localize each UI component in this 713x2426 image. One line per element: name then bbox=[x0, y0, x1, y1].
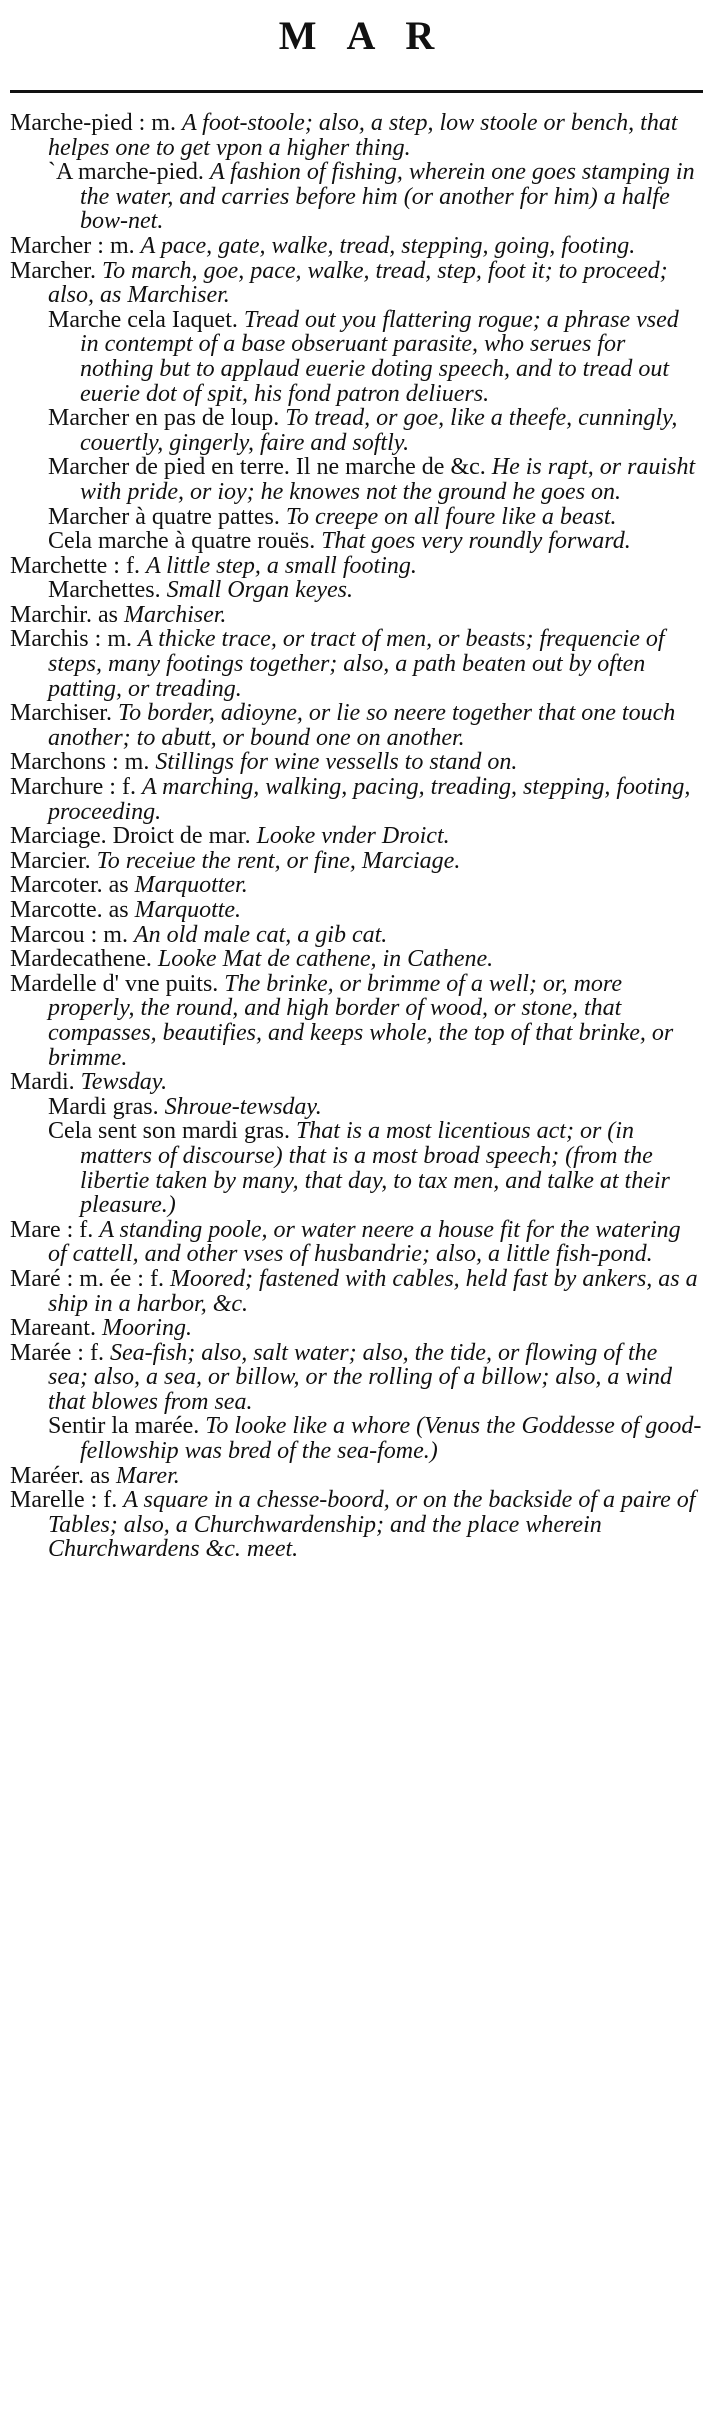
definition: That goes very roundly forward. bbox=[321, 528, 631, 555]
dictionary-entry bbox=[10, 627, 703, 701]
headword: Cela marche à quatre rouës. bbox=[48, 528, 316, 555]
sub-entry bbox=[10, 505, 703, 530]
dictionary-entry bbox=[10, 750, 703, 775]
sub-entry bbox=[10, 578, 703, 603]
sub-entry bbox=[10, 308, 703, 406]
dictionary-entry bbox=[10, 898, 703, 923]
headword: Marchette bbox=[10, 552, 108, 579]
dictionary-entry bbox=[10, 1218, 703, 1267]
definition: Looke vnder Droict. bbox=[256, 823, 450, 850]
definition: Marquotte. bbox=[134, 897, 242, 923]
grammar-note: : f. bbox=[109, 774, 136, 801]
headword: Cela sent son mardi gras. bbox=[48, 1118, 290, 1145]
definition: Stillings for wine vessells to stand on. bbox=[155, 749, 518, 776]
definition: To receiue the rent, or fine, Marciage. bbox=[96, 847, 461, 874]
dictionary-entry bbox=[10, 775, 703, 824]
headword: Marchettes. bbox=[48, 577, 161, 604]
dictionary-entry bbox=[10, 1488, 703, 1562]
dictionary-entry bbox=[10, 234, 703, 259]
page-title: MAR bbox=[278, 12, 465, 58]
headword: Mardi. bbox=[10, 1069, 75, 1096]
definition: Small Organ keyes. bbox=[166, 577, 354, 604]
definition: To march, goe, pace, walke, tread, step, foot it; to proceed; also, as Marchiser. bbox=[48, 257, 668, 309]
sub-entry bbox=[10, 529, 703, 554]
definition: A pace, gate, walke, tread, stepping, going, footing. bbox=[140, 232, 636, 259]
definition: To looke like a whore (Venus the Goddesse of good-fellowship was bred of the sea-fome.) bbox=[80, 1413, 702, 1465]
definition: A marching, walking, pacing, treading, stepping, footing, proceeding. bbox=[48, 774, 691, 825]
grammar-note: : m. ée : f. bbox=[66, 1265, 164, 1292]
headword: Sentir la marée. bbox=[48, 1413, 200, 1440]
headword: Marcher à quatre pattes. bbox=[48, 503, 280, 530]
definition: To border, adioyne, or lie so neere together that one touch another; to abutt, or bound one on another. bbox=[48, 700, 676, 751]
dictionary-entry bbox=[10, 824, 703, 849]
sub-entry bbox=[10, 455, 703, 504]
headword: Marée bbox=[10, 1339, 72, 1366]
headword: Marcher. bbox=[10, 257, 96, 284]
definition: The brinke, or brimme of a well; or, more properly, the round, and high border of wood, or stone, that compasses, beautifies, and keeps whole, the top of that brinke, or brimme. bbox=[48, 970, 674, 1071]
dictionary-entry bbox=[10, 111, 703, 160]
grammar-note: : f. bbox=[66, 1216, 94, 1243]
grammar-note: : f. bbox=[90, 1487, 118, 1514]
headword: Marchis bbox=[10, 626, 89, 653]
headword: Maréer. bbox=[10, 1462, 84, 1489]
definition: Mooring. bbox=[101, 1315, 192, 1342]
sub-entry bbox=[10, 406, 703, 455]
dictionary-entry bbox=[10, 554, 703, 579]
definition: A square in a chesse-boord, or on the backside of a paire of Tables; also, a Churchwardenship; and the place wherein Churchwardens &c. meet. bbox=[48, 1487, 696, 1563]
grammar-note: : m. bbox=[138, 110, 176, 136]
grammar-note: as bbox=[97, 601, 118, 628]
headword: Marchiser. bbox=[10, 700, 112, 727]
grammar-note: : m. bbox=[90, 921, 128, 948]
entry-list bbox=[10, 111, 703, 1562]
grammar-note: : f. bbox=[113, 552, 140, 579]
definition: Marchiser. bbox=[123, 601, 227, 628]
definition: A foot-stoole; also, a step, low stoole or bench, that helpes one to get vpon a higher thing. bbox=[48, 110, 678, 161]
headword: Marcoter. bbox=[10, 872, 103, 899]
headword: Mardecathene. bbox=[10, 946, 152, 973]
dictionary-entry bbox=[10, 701, 703, 750]
definition: He is rapt, or rauisht with pride, or ioy; he knowes not the ground he goes on. bbox=[80, 454, 696, 505]
sub-entry bbox=[10, 1095, 703, 1120]
headword: Marchons bbox=[10, 749, 106, 776]
headword: Maré bbox=[10, 1265, 61, 1292]
headword: Marcou bbox=[10, 921, 85, 948]
page-header bbox=[10, 0, 703, 70]
dictionary-entry bbox=[10, 1070, 703, 1095]
headword: Marchure bbox=[10, 774, 104, 801]
dictionary-entry bbox=[10, 603, 703, 628]
dictionary-entry bbox=[10, 972, 703, 1070]
dictionary-entry bbox=[10, 1267, 703, 1316]
headword: Marciage. Droict de mar. bbox=[10, 823, 251, 850]
grammar-note: as bbox=[89, 1462, 110, 1489]
headword: Marcher de pied en terre. Il ne marche de &c. bbox=[48, 454, 486, 481]
headword: Marche-pied bbox=[10, 110, 133, 136]
dictionary-entry bbox=[10, 873, 703, 898]
definition: Tewsday. bbox=[80, 1069, 168, 1096]
header-rule bbox=[10, 90, 703, 93]
definition: A fashion of fishing, wherein one goes stamping in the water, and carries before him (or another for him) a halfe bow-net. bbox=[80, 159, 695, 235]
definition: Moored; fastened with cables, held fast by ankers, as a ship in a harbor, &c. bbox=[48, 1265, 698, 1317]
grammar-note: : f. bbox=[77, 1339, 104, 1366]
definition: To creepe on all foure like a beast. bbox=[285, 503, 617, 530]
definition: A thicke trace, or tract of men, or beasts; frequencie of steps, many footings together; also, a path beaten out by often patting, or treading. bbox=[48, 626, 665, 702]
sub-entry bbox=[10, 1414, 703, 1463]
headword: Mare bbox=[10, 1216, 61, 1243]
definition: Sea-fish; also, salt water; also, the tide, or flowing of the sea; also, a sea, or billow, or the rolling of a billow; also, a wind that blowes from sea. bbox=[48, 1339, 673, 1415]
headword: `A marche-pied. bbox=[48, 159, 204, 186]
definition: A standing poole, or water neere a house fit for the watering of cattell, and other vses of husbandrie; also, a little fish-pond. bbox=[48, 1216, 681, 1268]
dictionary-entry bbox=[10, 1341, 703, 1415]
grammar-note: : m. bbox=[94, 626, 132, 653]
definition: Tread out you flattering rogue; a phrase vsed in contempt of a base obseruant parasite, who serues for nothing but to applaud euerie doting speech, and to tread out euerie dot of spit, his fond patron deliuers. bbox=[80, 306, 679, 407]
headword: Marcher en pas de loup. bbox=[48, 405, 280, 432]
headword: Mardelle d' vne puits. bbox=[10, 970, 219, 997]
dictionary-entry bbox=[10, 259, 703, 308]
definition: Marquotter. bbox=[134, 872, 248, 899]
headword: Marcier. bbox=[10, 847, 91, 874]
definition: An old male cat, a gib cat. bbox=[133, 921, 388, 948]
headword: Mardi gras. bbox=[48, 1093, 159, 1120]
definition: Marer. bbox=[115, 1462, 180, 1489]
headword: Marcher bbox=[10, 232, 92, 259]
definition: A little step, a small footing. bbox=[145, 552, 417, 579]
headword: Marelle bbox=[10, 1487, 85, 1514]
definition: That is a most licentious act; or (in matters of discourse) that is a most broad speech; (from the libertie taken by many, that day, to tax men, and talke at their pleasure.) bbox=[80, 1118, 670, 1219]
headword: Marcotte. bbox=[10, 897, 103, 923]
grammar-note: as bbox=[108, 872, 129, 899]
definition: Looke Mat de cathene, in Cathene. bbox=[157, 946, 494, 973]
dictionary-entry bbox=[10, 1316, 703, 1341]
dictionary-entry bbox=[10, 923, 703, 948]
dictionary-entry bbox=[10, 849, 703, 874]
grammar-note: : m. bbox=[97, 232, 135, 259]
headword: Marche cela Iaquet. bbox=[48, 306, 238, 333]
dictionary-entry bbox=[10, 1464, 703, 1489]
headword: Mareant. bbox=[10, 1315, 96, 1342]
sub-entry bbox=[10, 160, 703, 234]
sub-entry bbox=[10, 1119, 703, 1217]
dictionary-entry bbox=[10, 947, 703, 972]
definition: Shroue-tewsday. bbox=[164, 1093, 322, 1120]
headword: Marchir. bbox=[10, 601, 92, 628]
definition: To tread, or goe, like a theefe, cunningly, couertly, gingerly, faire and softly. bbox=[80, 405, 678, 456]
grammar-note: as bbox=[108, 897, 129, 923]
grammar-note: : m. bbox=[111, 749, 150, 776]
